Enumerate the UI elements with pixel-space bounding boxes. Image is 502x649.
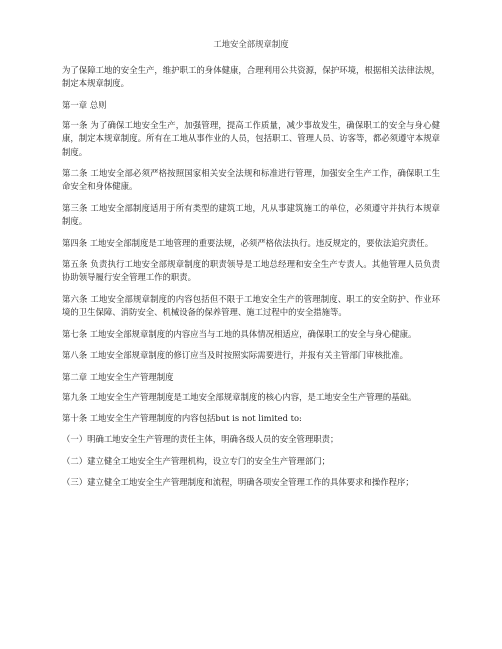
article-paragraph: 第八条 工地安全部规章制度的修订应当及时按照实际需要进行，并报有关主管部门审核批准。 bbox=[62, 350, 409, 361]
document-title: 工地安全部规章制度 bbox=[213, 39, 289, 49]
article-paragraph: 第四条 工地安全部制度是工地管理的重要法规，必须严格依法执行。违反规定的，要依法追究责任。 bbox=[62, 237, 434, 248]
list-item: （一）明确工地安全生产管理的责任主体，明确各级人员的安全管理职责； bbox=[62, 434, 339, 445]
list-item: （二）建立健全工地安全生产管理机构，设立专门的安全生产管理部门； bbox=[62, 455, 330, 466]
preamble-paragraph: 为了保障工地的安全生产，维护职工的身体健康，合理利用公共资源，保护环境，根据相关法律法规，制定本规章制度。 bbox=[62, 65, 440, 89]
chapter-heading: 第二章 工地安全生产管理制度 bbox=[62, 371, 174, 382]
article-paragraph: 第九条 工地安全生产管理制度是工地安全部规章制度的核心内容，是工地安全生产管理的基础。 bbox=[62, 391, 417, 402]
article-paragraph: 第二条 工地安全部必须严格按照国家相关安全法规和标准进行管理，加强安全生产工作，确保职工生命安全和身体健康。 bbox=[62, 168, 440, 192]
article-paragraph: 第十条 工地安全生产管理制度的内容包括but is not limited to: bbox=[62, 412, 302, 423]
list-item: （三）建立健全工地安全生产管理制度和流程，明确各项安全管理工作的具体要求和操作程序； bbox=[62, 477, 414, 488]
article-paragraph: 第一条 为了确保工地安全生产，加强管理，提高工作质量，减少事故发生，确保职工的安全与身心健康，制定本规章制度。所有在工地从事作业的人员，包括职工、管理人员、访客等，都必须遵守本规章制度。 bbox=[62, 119, 440, 157]
article-paragraph: 第五条 负责执行工地安全部规章制度的职责领导是工地总经理和安全生产专责人。其他管理人员负责协助领导履行安全管理工作的职责。 bbox=[62, 259, 440, 283]
article-paragraph: 第三条 工地安全部制度适用于所有类型的建筑工地，凡从事建筑施工的单位，必须遵守并执行本规章制度。 bbox=[62, 202, 440, 227]
article-paragraph: 第七条 工地安全部规章制度的内容应当与工地的具体情况相适应，确保职工的安全与身心健康。 bbox=[62, 328, 417, 339]
chapter-heading: 第一章 总则 bbox=[62, 99, 107, 110]
article-paragraph: 第六条 工地安全部规章制度的内容包括但不限于工地安全生产的管理制度、职工的安全防护、作业环境的卫生保障、消防安全、机械设备的保养管理、施工过程中的安全措施等。 bbox=[62, 293, 440, 318]
